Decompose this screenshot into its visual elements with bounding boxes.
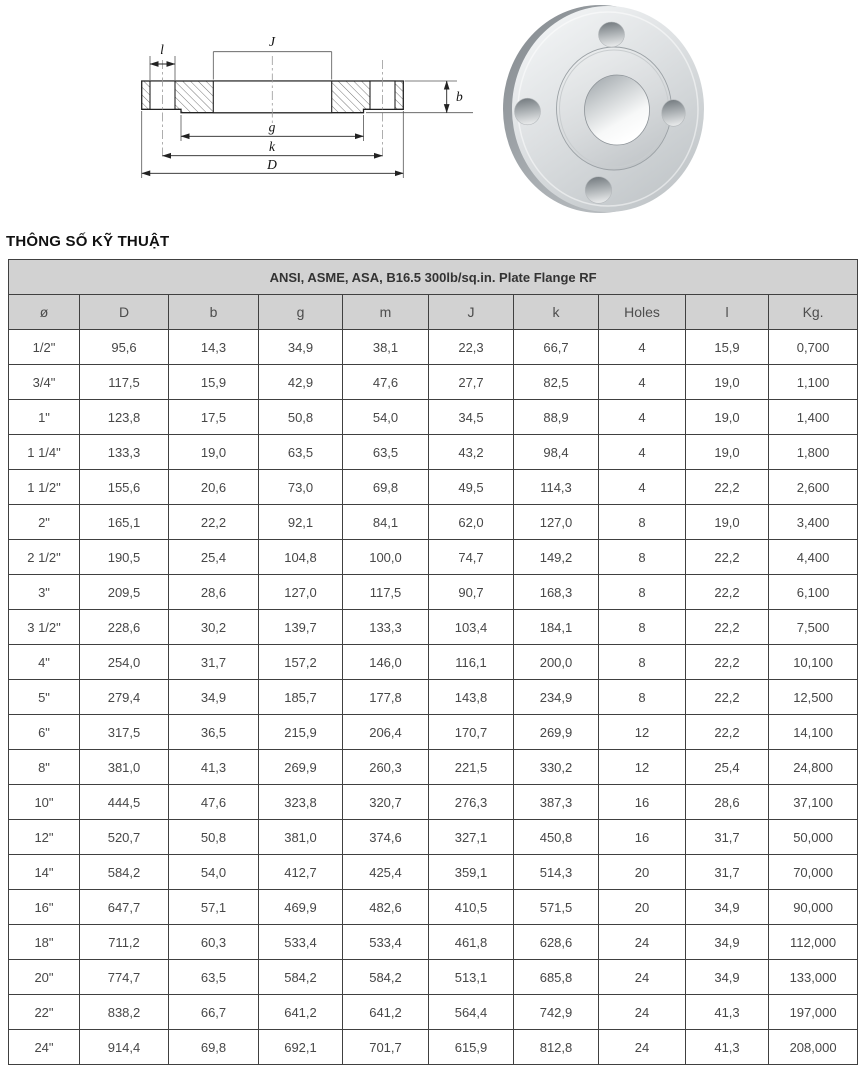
- column-header-5: J: [429, 295, 514, 330]
- section-title: THÔNG SỐ KỸ THUẬT: [6, 233, 170, 250]
- table-row: [9, 925, 858, 960]
- table-cell: 412,7: [259, 855, 343, 890]
- top-section: [0, 0, 866, 222]
- table-cell: 22,2: [686, 645, 769, 680]
- table-row: [9, 890, 858, 925]
- column-header-4: m: [343, 295, 429, 330]
- table-cell: 24: [599, 1030, 686, 1065]
- table-cell: 584,2: [343, 960, 429, 995]
- table-cell: 1": [9, 400, 80, 435]
- table-row: [9, 505, 858, 540]
- spec-table: [8, 259, 858, 1065]
- table-cell: 647,7: [80, 890, 169, 925]
- table-cell: 330,2: [514, 750, 599, 785]
- table-cell: 24,800: [769, 750, 858, 785]
- table-cell: 117,5: [343, 575, 429, 610]
- table-cell: 323,8: [259, 785, 343, 820]
- table-cell: 1 1/4": [9, 435, 80, 470]
- table-cell: 69,8: [169, 1030, 259, 1065]
- table-cell: 513,1: [429, 960, 514, 995]
- table-cell: 62,0: [429, 505, 514, 540]
- table-cell: 20: [599, 890, 686, 925]
- table-cell: 410,5: [429, 890, 514, 925]
- table-cell: 24: [599, 925, 686, 960]
- table-cell: 112,000: [769, 925, 858, 960]
- table-cell: 1,100: [769, 365, 858, 400]
- table-cell: 1,400: [769, 400, 858, 435]
- table-cell: 8: [599, 610, 686, 645]
- table-row: [9, 995, 858, 1030]
- table-cell: 92,1: [259, 505, 343, 540]
- table-header-row: [9, 295, 858, 330]
- table-cell: 10": [9, 785, 80, 820]
- table-cell: 36,5: [169, 715, 259, 750]
- table-cell: 37,100: [769, 785, 858, 820]
- table-cell: 127,0: [514, 505, 599, 540]
- table-row: [9, 820, 858, 855]
- table-row: [9, 855, 858, 890]
- table-cell: 84,1: [343, 505, 429, 540]
- table-cell: 208,000: [769, 1030, 858, 1065]
- table-cell: 98,4: [514, 435, 599, 470]
- table-cell: 4,400: [769, 540, 858, 575]
- table-cell: 25,4: [686, 750, 769, 785]
- table-cell: 16": [9, 890, 80, 925]
- table-cell: 260,3: [343, 750, 429, 785]
- table-cell: 1,800: [769, 435, 858, 470]
- table-cell: 12": [9, 820, 80, 855]
- table-cell: 24: [599, 995, 686, 1030]
- table-row: [9, 750, 858, 785]
- table-cell: 133,000: [769, 960, 858, 995]
- table-cell: 123,8: [80, 400, 169, 435]
- table-cell: 34,5: [429, 400, 514, 435]
- table-title-row: [9, 260, 858, 295]
- table-cell: 774,7: [80, 960, 169, 995]
- column-header-0: ø: [9, 295, 80, 330]
- table-cell: 88,9: [514, 400, 599, 435]
- table-cell: 228,6: [80, 610, 169, 645]
- table-cell: 2": [9, 505, 80, 540]
- table-cell: 114,3: [514, 470, 599, 505]
- table-cell: 15,9: [686, 330, 769, 365]
- table-cell: 22,3: [429, 330, 514, 365]
- table-cell: 184,1: [514, 610, 599, 645]
- table-cell: 4: [599, 400, 686, 435]
- table-cell: 90,000: [769, 890, 858, 925]
- table-cell: 57,1: [169, 890, 259, 925]
- table-cell: 100,0: [343, 540, 429, 575]
- table-cell: 143,8: [429, 680, 514, 715]
- table-cell: 450,8: [514, 820, 599, 855]
- table-cell: 914,4: [80, 1030, 169, 1065]
- table-row: [9, 1030, 858, 1065]
- table-cell: 197,000: [769, 995, 858, 1030]
- table-cell: 3,400: [769, 505, 858, 540]
- table-cell: 157,2: [259, 645, 343, 680]
- bolt-hole-bottom: [585, 177, 612, 204]
- table-cell: 514,3: [514, 855, 599, 890]
- table-cell: 374,6: [343, 820, 429, 855]
- table-cell: 701,7: [343, 1030, 429, 1065]
- table-cell: 146,0: [343, 645, 429, 680]
- table-cell: 2,600: [769, 470, 858, 505]
- table-cell: 381,0: [259, 820, 343, 855]
- table-cell: 66,7: [169, 995, 259, 1030]
- table-cell: 276,3: [429, 785, 514, 820]
- table-cell: 66,7: [514, 330, 599, 365]
- table-cell: 74,7: [429, 540, 514, 575]
- table-cell: 14,3: [169, 330, 259, 365]
- center-bore: [585, 75, 650, 145]
- table-cell: 1 1/2": [9, 470, 80, 505]
- table-cell: 7,500: [769, 610, 858, 645]
- table-cell: 104,8: [259, 540, 343, 575]
- table-row: [9, 330, 858, 365]
- table-cell: 103,4: [429, 610, 514, 645]
- table-cell: 469,9: [259, 890, 343, 925]
- table-cell: 16: [599, 785, 686, 820]
- table-cell: 31,7: [169, 645, 259, 680]
- table-cell: 19,0: [686, 435, 769, 470]
- table-cell: 269,9: [259, 750, 343, 785]
- table-cell: 571,5: [514, 890, 599, 925]
- flange-photo: [480, 0, 866, 222]
- table-cell: 838,2: [80, 995, 169, 1030]
- table-cell: 25,4: [169, 540, 259, 575]
- table-row: [9, 400, 858, 435]
- table-cell: 34,9: [686, 960, 769, 995]
- table-cell: 2 1/2": [9, 540, 80, 575]
- dim-label-J: J: [269, 34, 275, 49]
- table-body: [9, 330, 858, 1065]
- table-cell: 14": [9, 855, 80, 890]
- table-cell: 139,7: [259, 610, 343, 645]
- table-cell: 381,0: [80, 750, 169, 785]
- table-cell: 215,9: [259, 715, 343, 750]
- table-row: [9, 785, 858, 820]
- table-row: [9, 470, 858, 505]
- table-cell: 234,9: [514, 680, 599, 715]
- table-cell: 133,3: [80, 435, 169, 470]
- table-cell: 22,2: [169, 505, 259, 540]
- table-cell: 692,1: [259, 1030, 343, 1065]
- table-cell: 22,2: [686, 575, 769, 610]
- table-cell: 320,7: [343, 785, 429, 820]
- table-cell: 170,7: [429, 715, 514, 750]
- table-cell: 63,5: [343, 435, 429, 470]
- table-cell: 133,3: [343, 610, 429, 645]
- column-header-2: b: [169, 295, 259, 330]
- table-cell: 63,5: [169, 960, 259, 995]
- table-cell: 47,6: [343, 365, 429, 400]
- table-cell: 41,3: [686, 995, 769, 1030]
- table-cell: 16: [599, 820, 686, 855]
- table-cell: 50,8: [259, 400, 343, 435]
- table-cell: 24": [9, 1030, 80, 1065]
- table-cell: 12: [599, 715, 686, 750]
- column-header-8: l: [686, 295, 769, 330]
- table-cell: 317,5: [80, 715, 169, 750]
- table-cell: 387,3: [514, 785, 599, 820]
- table-cell: 155,6: [80, 470, 169, 505]
- table-cell: 327,1: [429, 820, 514, 855]
- table-cell: 20: [599, 855, 686, 890]
- table-cell: 34,9: [686, 890, 769, 925]
- table-cell: 200,0: [514, 645, 599, 680]
- table-cell: 564,4: [429, 995, 514, 1030]
- table-cell: 4: [599, 330, 686, 365]
- table-cell: 22": [9, 995, 80, 1030]
- table-row: [9, 680, 858, 715]
- table-cell: 28,6: [686, 785, 769, 820]
- table-cell: 168,3: [514, 575, 599, 610]
- dim-label-b: b: [456, 89, 463, 104]
- table-cell: 73,0: [259, 470, 343, 505]
- table-cell: 50,000: [769, 820, 858, 855]
- table-cell: 4: [599, 470, 686, 505]
- column-header-7: Holes: [599, 295, 686, 330]
- table-cell: 31,7: [686, 855, 769, 890]
- table-row: [9, 575, 858, 610]
- table-cell: 127,0: [259, 575, 343, 610]
- table-cell: 4: [599, 435, 686, 470]
- table-cell: 482,6: [343, 890, 429, 925]
- table-cell: 90,7: [429, 575, 514, 610]
- table-cell: 12: [599, 750, 686, 785]
- table-cell: 3": [9, 575, 80, 610]
- table-cell: 3/4": [9, 365, 80, 400]
- table-cell: 20,6: [169, 470, 259, 505]
- table-cell: 42,9: [259, 365, 343, 400]
- dim-label-l: l: [160, 42, 164, 57]
- table-cell: 8: [599, 680, 686, 715]
- bolt-hole-left: [515, 98, 541, 125]
- table-cell: 20": [9, 960, 80, 995]
- table-cell: 177,8: [343, 680, 429, 715]
- table-cell: 31,7: [686, 820, 769, 855]
- table-cell: 8: [599, 540, 686, 575]
- bolt-hole-top: [599, 22, 625, 47]
- table-cell: 54,0: [169, 855, 259, 890]
- table-cell: 8: [599, 575, 686, 610]
- table-cell: 63,5: [259, 435, 343, 470]
- table-cell: 19,0: [686, 365, 769, 400]
- table-cell: 4": [9, 645, 80, 680]
- dim-label-g: g: [268, 119, 276, 135]
- table-cell: 5": [9, 680, 80, 715]
- table-cell: 19,0: [686, 505, 769, 540]
- table-cell: 359,1: [429, 855, 514, 890]
- table-cell: 221,5: [429, 750, 514, 785]
- table-cell: 209,5: [80, 575, 169, 610]
- table-cell: 520,7: [80, 820, 169, 855]
- table-cell: 27,7: [429, 365, 514, 400]
- table-cell: 533,4: [343, 925, 429, 960]
- table-cell: 8: [599, 645, 686, 680]
- table-cell: 22,2: [686, 715, 769, 750]
- table-cell: 30,2: [169, 610, 259, 645]
- table-cell: 54,0: [343, 400, 429, 435]
- table-cell: 461,8: [429, 925, 514, 960]
- flange-cross-section-drawing: [0, 0, 480, 222]
- bolt-hole-right: [662, 100, 686, 127]
- table-cell: 10,100: [769, 645, 858, 680]
- table-cell: 28,6: [169, 575, 259, 610]
- table-cell: 41,3: [169, 750, 259, 785]
- table-cell: 38,1: [343, 330, 429, 365]
- table-cell: 4: [599, 365, 686, 400]
- table-cell: 0,700: [769, 330, 858, 365]
- table-cell: 628,6: [514, 925, 599, 960]
- table-cell: 34,9: [686, 925, 769, 960]
- table-cell: 190,5: [80, 540, 169, 575]
- table-cell: 8: [599, 505, 686, 540]
- table-cell: 69,8: [343, 470, 429, 505]
- table-cell: 1/2": [9, 330, 80, 365]
- table-row: [9, 435, 858, 470]
- table-cell: 584,2: [80, 855, 169, 890]
- table-cell: 185,7: [259, 680, 343, 715]
- table-cell: 22,2: [686, 540, 769, 575]
- table-cell: 34,9: [169, 680, 259, 715]
- table-cell: 43,2: [429, 435, 514, 470]
- table-cell: 711,2: [80, 925, 169, 960]
- table-cell: 3 1/2": [9, 610, 80, 645]
- table-cell: 8": [9, 750, 80, 785]
- table-cell: 641,2: [259, 995, 343, 1030]
- table-cell: 6,100: [769, 575, 858, 610]
- table-cell: 19,0: [169, 435, 259, 470]
- table-cell: 22,2: [686, 470, 769, 505]
- table-cell: 269,9: [514, 715, 599, 750]
- table-cell: 117,5: [80, 365, 169, 400]
- table-row: [9, 960, 858, 995]
- table-cell: 6": [9, 715, 80, 750]
- dim-label-k: k: [269, 139, 275, 154]
- extension-lines: [142, 52, 473, 178]
- table-cell: 15,9: [169, 365, 259, 400]
- table-title: ANSI, ASME, ASA, B16.5 300lb/sq.in. Plate Flange RF: [9, 260, 858, 295]
- table-cell: 24: [599, 960, 686, 995]
- table-cell: 116,1: [429, 645, 514, 680]
- table-cell: 22,2: [686, 680, 769, 715]
- table-cell: 685,8: [514, 960, 599, 995]
- table-cell: 22,2: [686, 610, 769, 645]
- table-row: [9, 645, 858, 680]
- table-row: [9, 715, 858, 750]
- table-cell: 49,5: [429, 470, 514, 505]
- table-cell: 47,6: [169, 785, 259, 820]
- table-cell: 149,2: [514, 540, 599, 575]
- table-cell: 615,9: [429, 1030, 514, 1065]
- table-row: [9, 540, 858, 575]
- column-header-3: g: [259, 295, 343, 330]
- table-cell: 17,5: [169, 400, 259, 435]
- table-cell: 95,6: [80, 330, 169, 365]
- table-cell: 425,4: [343, 855, 429, 890]
- column-header-6: k: [514, 295, 599, 330]
- table-cell: 444,5: [80, 785, 169, 820]
- table-cell: 34,9: [259, 330, 343, 365]
- table-cell: 254,0: [80, 645, 169, 680]
- table-cell: 279,4: [80, 680, 169, 715]
- table-cell: 60,3: [169, 925, 259, 960]
- table-cell: 18": [9, 925, 80, 960]
- table-cell: 82,5: [514, 365, 599, 400]
- column-header-1: D: [80, 295, 169, 330]
- table-cell: 584,2: [259, 960, 343, 995]
- table-cell: 50,8: [169, 820, 259, 855]
- table-cell: 14,100: [769, 715, 858, 750]
- table-cell: 19,0: [686, 400, 769, 435]
- table-cell: 641,2: [343, 995, 429, 1030]
- table-cell: 533,4: [259, 925, 343, 960]
- table-cell: 742,9: [514, 995, 599, 1030]
- table-row: [9, 610, 858, 645]
- table-cell: 70,000: [769, 855, 858, 890]
- table-cell: 41,3: [686, 1030, 769, 1065]
- table-cell: 12,500: [769, 680, 858, 715]
- column-header-9: Kg.: [769, 295, 858, 330]
- table-cell: 812,8: [514, 1030, 599, 1065]
- table-row: [9, 365, 858, 400]
- table-cell: 206,4: [343, 715, 429, 750]
- dim-label-D: D: [267, 157, 277, 172]
- table-cell: 165,1: [80, 505, 169, 540]
